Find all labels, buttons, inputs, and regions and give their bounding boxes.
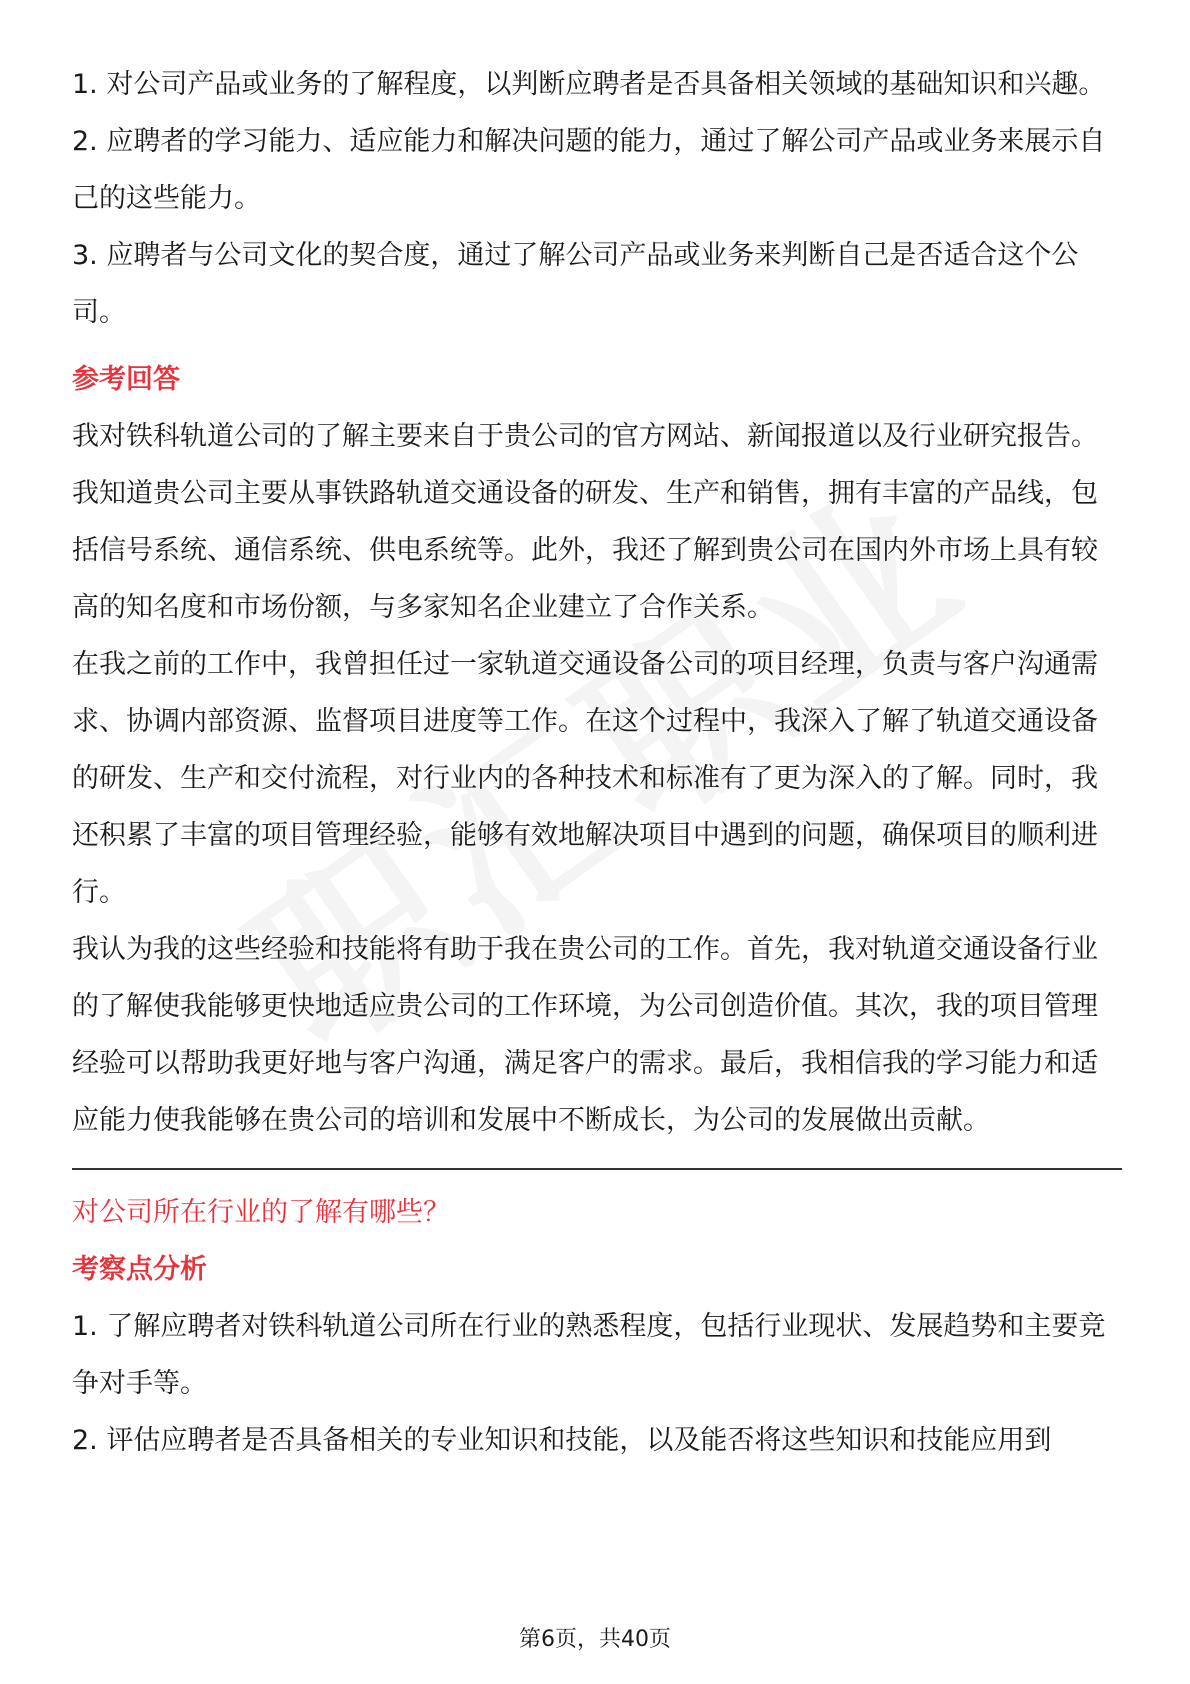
analysis-item-2: 2. 应聘者的学习能力、适应能力和解决问题的能力，通过了解公司产品或业务来展示自己的这些能力。	[72, 126, 1106, 214]
analysis-list	[72, 56, 1122, 341]
reference-answer-heading: 参考回答	[72, 364, 180, 395]
analysis-item-3: 3. 应聘者与公司文化的契合度，通过了解公司产品或业务来判断自己是否适合这个公司。	[72, 240, 1079, 328]
question2-analysis-list	[72, 1298, 1122, 1469]
question2-item-1: 1. 了解应聘者对铁科轨道公司所在行业的熟悉程度，包括行业现状、发展趋势和主要竞争对手等。	[72, 1311, 1106, 1399]
analysis-item-1: 1. 对公司产品或业务的了解程度，以判断应聘者是否具备相关领域的基础知识和兴趣。	[72, 69, 1106, 100]
section-divider	[72, 1168, 1122, 1170]
question2-item-2: 2. 评估应聘者是否具备相关的专业知识和技能，以及能否将这些知识和技能应用到	[72, 1425, 1052, 1456]
reference-answer	[72, 408, 1122, 1149]
analysis-heading: 考察点分析	[72, 1254, 207, 1285]
question-title: 对公司所在行业的了解有哪些？	[72, 1197, 450, 1228]
page-number: 第6页，共40页	[519, 1627, 671, 1652]
document-body	[72, 56, 1122, 1469]
answer-paragraph-3: 我认为我的这些经验和技能将有助于我在贵公司的工作。首先，我对轨道交通设备行业的了解使我能够更快地适应贵公司的工作环境，为公司创造价值。其次，我的项目管理经验可以帮助我更好地与客户沟通，满足客户的需求。最后，我相信我的学习能力和适应能力使我能够在贵公司的培训和发展中不断成长，为公司的发展做出贡献。	[72, 934, 1098, 1136]
answer-paragraph-2: 在我之前的工作中，我曾担任过一家轨道交通设备公司的项目经理，负责与客户沟通需求、协调内部资源、监督项目进度等工作。在这个过程中，我深入了解了轨道交通设备的研发、生产和交付流程，对行业内的各种技术和标准有了更为深入的了解。同时，我还积累了丰富的项目管理经验，能够有效地解决项目中遇到的问题，确保项目的顺利进行。	[72, 649, 1098, 908]
answer-paragraph-1: 我对铁科轨道公司的了解主要来自于贵公司的官方网站、新闻报道以及行业研究报告。我知道贵公司主要从事铁路轨道交通设备的研发、生产和销售，拥有丰富的产品线，包括信号系统、通信系统、供电系统等。此外，我还了解到贵公司在国内外市场上具有较高的知名度和市场份额，与多家知名企业建立了合作关系。	[72, 421, 1098, 623]
